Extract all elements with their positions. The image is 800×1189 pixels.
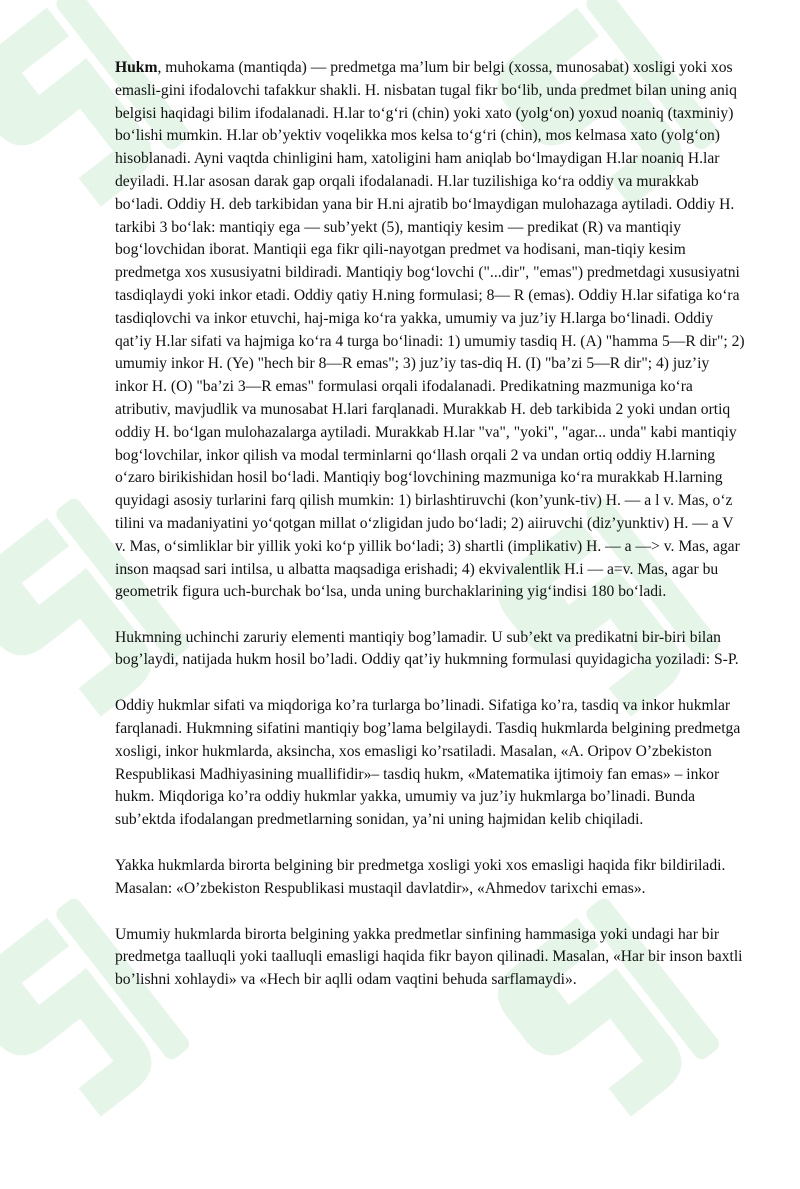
paragraph-singular: Yakka hukmlarda birorta belgining bir predmetga xosligi yoki xos emasligi haqida fikr bildiriladi. Masalan: «O’zbekiston Respublikasi mustaqil davlatdir», «Ahmedov tarixchi emas».: [115, 857, 726, 897]
paragraph-definition: [115, 57, 745, 604]
term-heading: Hukm: [115, 59, 158, 76]
paragraph-copula: Hukmning uchinchi zaruriy elementi mantiqiy bog’lamadir. U sub’ekt va predikatni bir-biri bilan bog’laydi, natijada hukm hosil bo’ladi. Oddiy qat’iy hukmning formulasi quyidagicha yoziladi: S-P.: [115, 628, 739, 669]
paragraph-quality-quantity: Oddiy hukmlar sifati va miqdoriga ko’ra turlarga bo’linadi. Sifatiga ko’ra, tasdiq va inkor hukmlar farqlanadi. Hukmning sifatini mantiqiy bog’lama belgilaydi. Tasdiq hukmlarda belgining predmetga xosligi, inkor hukmlarda, aksincha, xos emasligi ko’rsatiladi. Masalan, «A. Oripov O’zbekiston Respublikasi Madhiyasining muallifidir»– tasdiq hukm, «Matematika ijtimoiy fan emas» – inkor hukm. Miqdoriga ko’ra oddiy hukmlar yakka, umumiy va juz’iy hukmlarga bo’linadi. Bunda sub’ektda ifodalangan predmetlarning sonidan, ya’ni uning hajmidan kelib chiqiladi.: [115, 697, 741, 829]
document-body: [115, 57, 745, 1014]
paragraph-universal: Umumiy hukmlarda birorta belgining yakka predmetlar sinfining hammasiga yoki undagi har bir predmetga taalluqli yoki taalluqli emasligi haqida fikr bayon qilinadi. Masalan, «Har bir inson baxtli bo’lishni xohlaydi» va «Hech bir aqlli odam vaqtini behuda sarflamaydi».: [115, 925, 743, 989]
paragraph-text: , muhokama (mantiqda) — predmetga ma’lum bir belgi (xossa, munosabat) xosligi yoki xos emasli-gini ifodalovchi tafakkur shakli. H. nisbatan tugal fikr bo‘lib, unda predmet bilan uning aniq belgisi haqidagi bilim ifodalanadi. H.lar to‘g‘ri (chin) yoki xato (yolg‘on) yoxud noaniq (taxminiy) bo‘lishi mumkin. H.lar ob’yektiv voqelikka mos kelsa to‘g‘ri (chin), mos kelmasa xato (yolg‘on) hisoblanadi. Ayni vaqtda chinligini ham, xatoligini ham aniqlab bo‘lmaydigan H.lar noaniq H.lar deyiladi. H.lar asosan darak gap orqali ifodalanadi. H.lar tuzilishiga ko‘ra oddiy va murakkab bo‘ladi. Oddiy H. deb tarkibidan yana bir H.ni ajratib bo‘lmaydigan mulohazaga aytiladi. Oddiy H. tarkibi 3 bo‘lak: mantiqiy ega — sub’yekt (5), mantiqiy kesim — predikat (R) va mantiqiy bog‘lovchidan iborat. Mantiqii ega fikr qili-nayotgan predmet va hodisani, man-tiqiy kesim predmetga xos xususiyatni bildiradi. Mantiqiy bog‘lovchi ("...dir", "emas") predmetdagi xususiyatni tasdiqlaydi yoki inkor etadi. Oddiy qatiy H.ning formulasi; 8— R (emas). Oddiy H.lar sifatiga ko‘ra tasdiqlovchi va inkor etuvchi, haj-miga ko‘ra yakka, umumiy va juz’iy H.larga bo‘linadi. Oddiy qat’iy H.lar sifati va hajmiga ko‘ra 4 turga bo‘linadi: 1) umumiy tasdiq H. (A) "hamma 5—R dir"; 2) umumiy inkor H. (Ye) "hech bir 8—R emas"; 3) juz’iy tas-diq H. (I) "ba’zi 5—R dir"; 4) juz’iy inkor H. (O) "ba’zi 3—R emas" formulasi orqali ifodalanadi. Predikatning mazmuniga ko‘ra atributiv, mavjudlik va munosabat H.lari farqlanadi. Murakkab H. deb tarkibida 2 yoki undan ortiq oddiy H. bo‘lgan mulohazalarga aytiladi. Murakkab H.lar "va", "yoki", "agar... unda" kabi mantiqiy bog‘lovchilar, inkor qilish va modal terminlarni qo‘llash orqali 2 va undan ortiq oddiy H.larning o‘zaro birikishidan hosil bo‘ladi. Mantiqiy bog‘lovchining mazmuniga ko‘ra murakkab H.larning quyidagi asosiy turlarini farq qilish mumkin: 1) birlashtiruvchi (kon’yunk-tiv) H. — a l v. Mas, o‘z tilini va madaniyatini yo‘qotgan millat o‘zligidan judo bo‘ladi; 2) aiiruvchi (diz’yunktiv) H. — a V v. Mas, o‘simliklar bir yillik yoki ko‘p yillik bo‘ladi; 3) shartli (implikativ) H. — a —> v. Mas, agar inson maqsad sari intilsa, u albatta maqsadiga erishadi; 4) ekvivalentlik H.i — a=v. Mas, agar bu geometrik figura uch-burchak bo‘lsa, unda uning burchaklarining yig‘indisi 180 bo‘ladi.: [115, 59, 745, 601]
